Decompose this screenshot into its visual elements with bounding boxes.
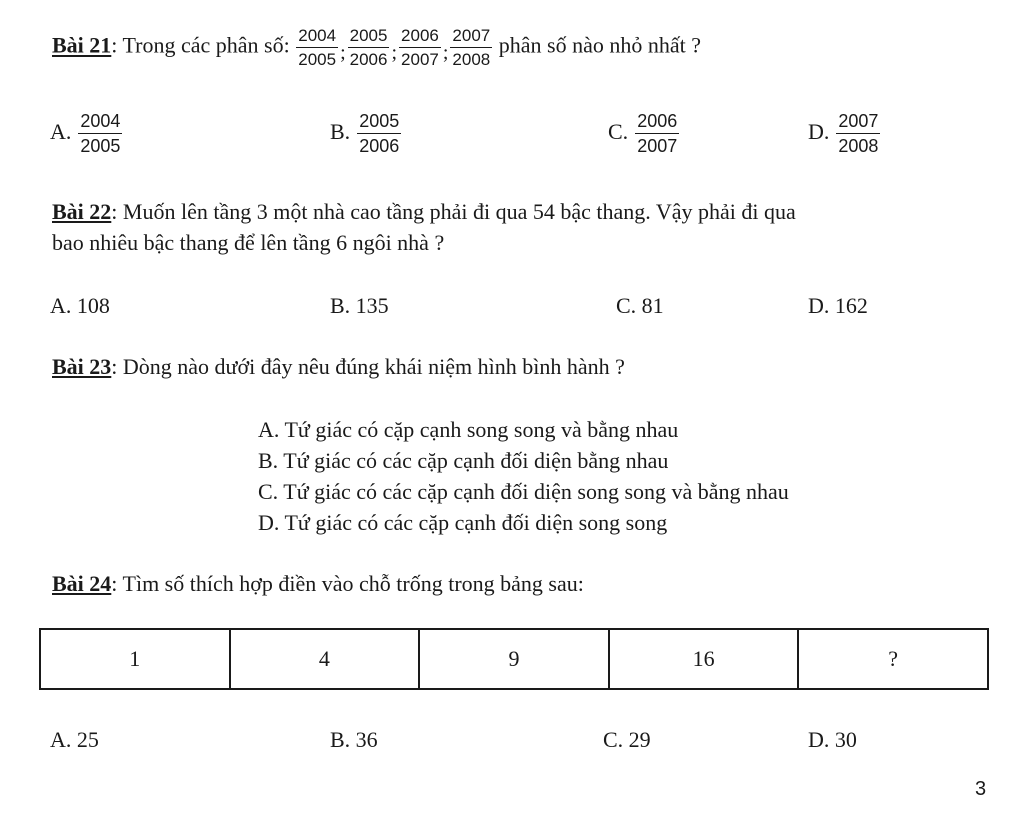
table-cell: 9 — [419, 629, 609, 689]
question-21-suffix: phân số nào nhỏ nhất ? — [498, 32, 701, 58]
question-23-text: : Dòng nào dưới đây nêu đúng khái niệm hình bình hành ? — [111, 354, 625, 379]
question-21: Bài 21: Trong các phân số: $\frac{2004}{2005}$ ; $\frac{2005}{2006}$ ; $\frac{2006}{2007}$ ; $\frac{2007}{2008}$ phân số nào nhỏ nhất ? — [52, 26, 701, 69]
question-21-option-a[interactable]: A. $\frac{2004}{2005}$ — [50, 111, 121, 156]
question-22-option-c[interactable]: C. 81 — [616, 293, 664, 318]
table-cell-blank: ? — [798, 629, 988, 689]
question-23-label: Bài 23 — [52, 354, 112, 379]
question-22-text-1: : Muốn lên tầng 3 một nhà cao tầng phải đi qua 54 bậc thang. Vậy phải đi qua — [111, 199, 796, 224]
question-23 — [52, 354, 625, 380]
fraction-2007-2008: $\frac{2007}{2008}$ — [452, 26, 491, 69]
table-cell: 16 — [609, 629, 799, 689]
option-b-fraction: $\frac{2005}{2006}$ — [359, 111, 400, 156]
question-22-option-a[interactable]: A. 108 — [50, 293, 110, 318]
question-24-option-c[interactable]: C. 29 — [603, 727, 651, 752]
question-24-option-a[interactable]: A. 25 — [50, 727, 99, 752]
question-22-label: Bài 22 — [52, 199, 112, 224]
question-24-option-b[interactable]: B. 36 — [330, 727, 378, 752]
question-22-line-1 — [52, 199, 796, 225]
table-cell: 1 — [40, 629, 230, 689]
fraction-2006-2007: $\frac{2006}{2007}$ — [401, 26, 439, 69]
question-24-text: : Tìm số thích hợp điền vào chỗ trống trong bảng sau: — [111, 571, 584, 596]
option-c-fraction: $\frac{2006}{2007}$ — [637, 111, 678, 156]
page-number: 3 — [975, 778, 987, 800]
question-24-label: Bài 24 — [52, 571, 112, 596]
question-21-label: Bài 21 — [52, 32, 112, 58]
question-24-option-d[interactable]: D. 30 — [808, 727, 857, 752]
table-cell: 4 — [230, 629, 420, 689]
question-21-option-c[interactable]: C. $\frac{2006}{2007}$ — [608, 111, 678, 156]
question-22-line-2: bao nhiêu bậc thang để lên tầng 6 ngôi nhà ? — [52, 230, 445, 255]
option-a-fraction: $\frac{2004}{2005}$ — [80, 111, 121, 156]
question-23-option-d[interactable]: D. Tứ giác có các cặp cạnh đối diện song song — [258, 510, 668, 535]
question-21-option-d[interactable]: D. $\frac{2007}{2008}$ — [808, 111, 879, 156]
fraction-2005-2006: $\frac{2005}{2006}$ — [349, 26, 388, 69]
table-row — [40, 629, 988, 689]
option-d-fraction: $\frac{2007}{2008}$ — [838, 111, 879, 156]
question-21-option-b[interactable]: B. $\frac{2005}{2006}$ — [330, 111, 400, 156]
sequence-table — [39, 628, 989, 690]
question-22-option-d[interactable]: D. 162 — [808, 293, 868, 318]
question-21-prefix: : Trong các phân số: — [111, 32, 290, 58]
question-23-option-b[interactable]: B. Tứ giác có các cặp cạnh đối diện bằng nhau — [258, 448, 669, 473]
question-24 — [52, 571, 584, 597]
question-22-option-b[interactable]: B. 135 — [330, 293, 389, 318]
question-23-option-c[interactable]: C. Tứ giác có các cặp cạnh đối diện song song và bằng nhau — [258, 479, 789, 504]
fraction-2004-2005: $\frac{2004}{2005}$ — [298, 26, 337, 69]
question-23-option-a[interactable]: A. Tứ giác có cặp cạnh song song và bằng nhau — [258, 417, 679, 442]
